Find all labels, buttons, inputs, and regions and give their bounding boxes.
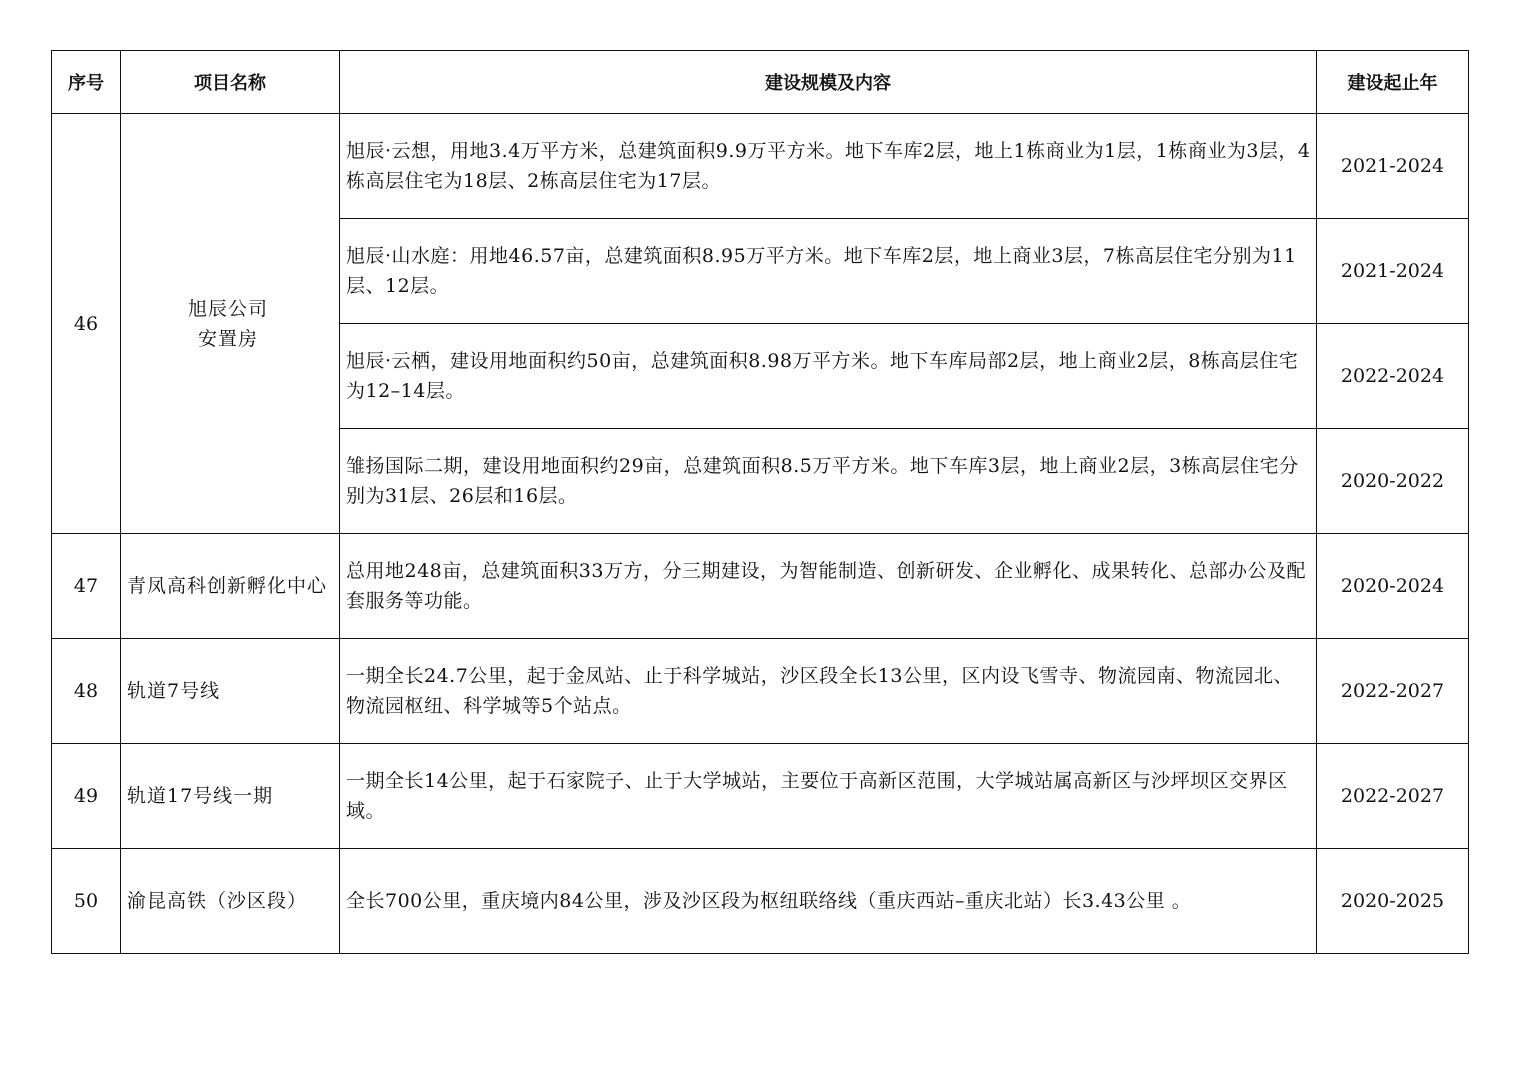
row-content: 旭辰·山水庭：用地46.57亩，总建筑面积8.95万平方米。地下车库2层，地上商业3层，7栋高层住宅分别为11层、12层。 <box>340 219 1317 324</box>
row-name: 渝昆高铁（沙区段） <box>121 849 340 954</box>
project-table <box>51 50 1469 954</box>
row-content: 全长700公里，重庆境内84公里，涉及沙区段为枢纽联络线（重庆西站–重庆北站）长3.43公里 。 <box>340 849 1317 954</box>
row-name-line: 旭辰公司 <box>187 297 268 320</box>
row-name: 青凤高科创新孵化中心 <box>121 534 340 639</box>
row-years: 2021-2024 <box>1317 114 1469 219</box>
table-row <box>52 534 1469 639</box>
header-name: 项目名称 <box>121 51 340 114</box>
row-no: 47 <box>52 534 121 639</box>
row-content: 一期全长14公里，起于石家院子、止于大学城站，主要位于高新区范围，大学城站属高新区与沙坪坝区交界区域。 <box>340 744 1317 849</box>
table-row <box>52 114 1469 219</box>
row-no: 50 <box>52 849 121 954</box>
table-row <box>52 744 1469 849</box>
header-no: 序号 <box>52 51 121 114</box>
row-content: 雏扬国际二期，建设用地面积约29亩，总建筑面积8.5万平方米。地下车库3层，地上商业2层，3栋高层住宅分别为31层、26层和16层。 <box>340 429 1317 534</box>
row-years: 2020-2024 <box>1317 534 1469 639</box>
row-years: 2020-2022 <box>1317 429 1469 534</box>
table-header-row <box>52 51 1469 114</box>
row-years: 2020-2025 <box>1317 849 1469 954</box>
row-name-line: 安置房 <box>197 327 258 350</box>
header-years: 建设起止年 <box>1317 51 1469 114</box>
row-no: 48 <box>52 639 121 744</box>
row-name: 轨道17号线一期 <box>121 744 340 849</box>
table-row <box>52 849 1469 954</box>
row-years: 2022-2027 <box>1317 744 1469 849</box>
row-no: 49 <box>52 744 121 849</box>
row-years: 2022-2024 <box>1317 324 1469 429</box>
row-name <box>121 114 340 534</box>
table-row <box>52 639 1469 744</box>
row-content: 旭辰·云栖，建设用地面积约50亩，总建筑面积8.98万平方米。地下车库局部2层，地上商业2层，8栋高层住宅为12–14层。 <box>340 324 1317 429</box>
header-content: 建设规模及内容 <box>340 51 1317 114</box>
row-content: 旭辰·云想，用地3.4万平方米，总建筑面积9.9万平方米。地下车库2层，地上1栋商业为1层，1栋商业为3层，4栋高层住宅为18层、2栋高层住宅为17层。 <box>340 114 1317 219</box>
row-years: 2022-2027 <box>1317 639 1469 744</box>
row-years: 2021-2024 <box>1317 219 1469 324</box>
row-content: 总用地248亩，总建筑面积33万方，分三期建设，为智能制造、创新研发、企业孵化、成果转化、总部办公及配套服务等功能。 <box>340 534 1317 639</box>
row-no: 46 <box>52 114 121 534</box>
row-name: 轨道7号线 <box>121 639 340 744</box>
row-content: 一期全长24.7公里，起于金凤站、止于科学城站，沙区段全长13公里，区内设飞雪寺、物流园南、物流园北、物流园枢纽、科学城等5个站点。 <box>340 639 1317 744</box>
